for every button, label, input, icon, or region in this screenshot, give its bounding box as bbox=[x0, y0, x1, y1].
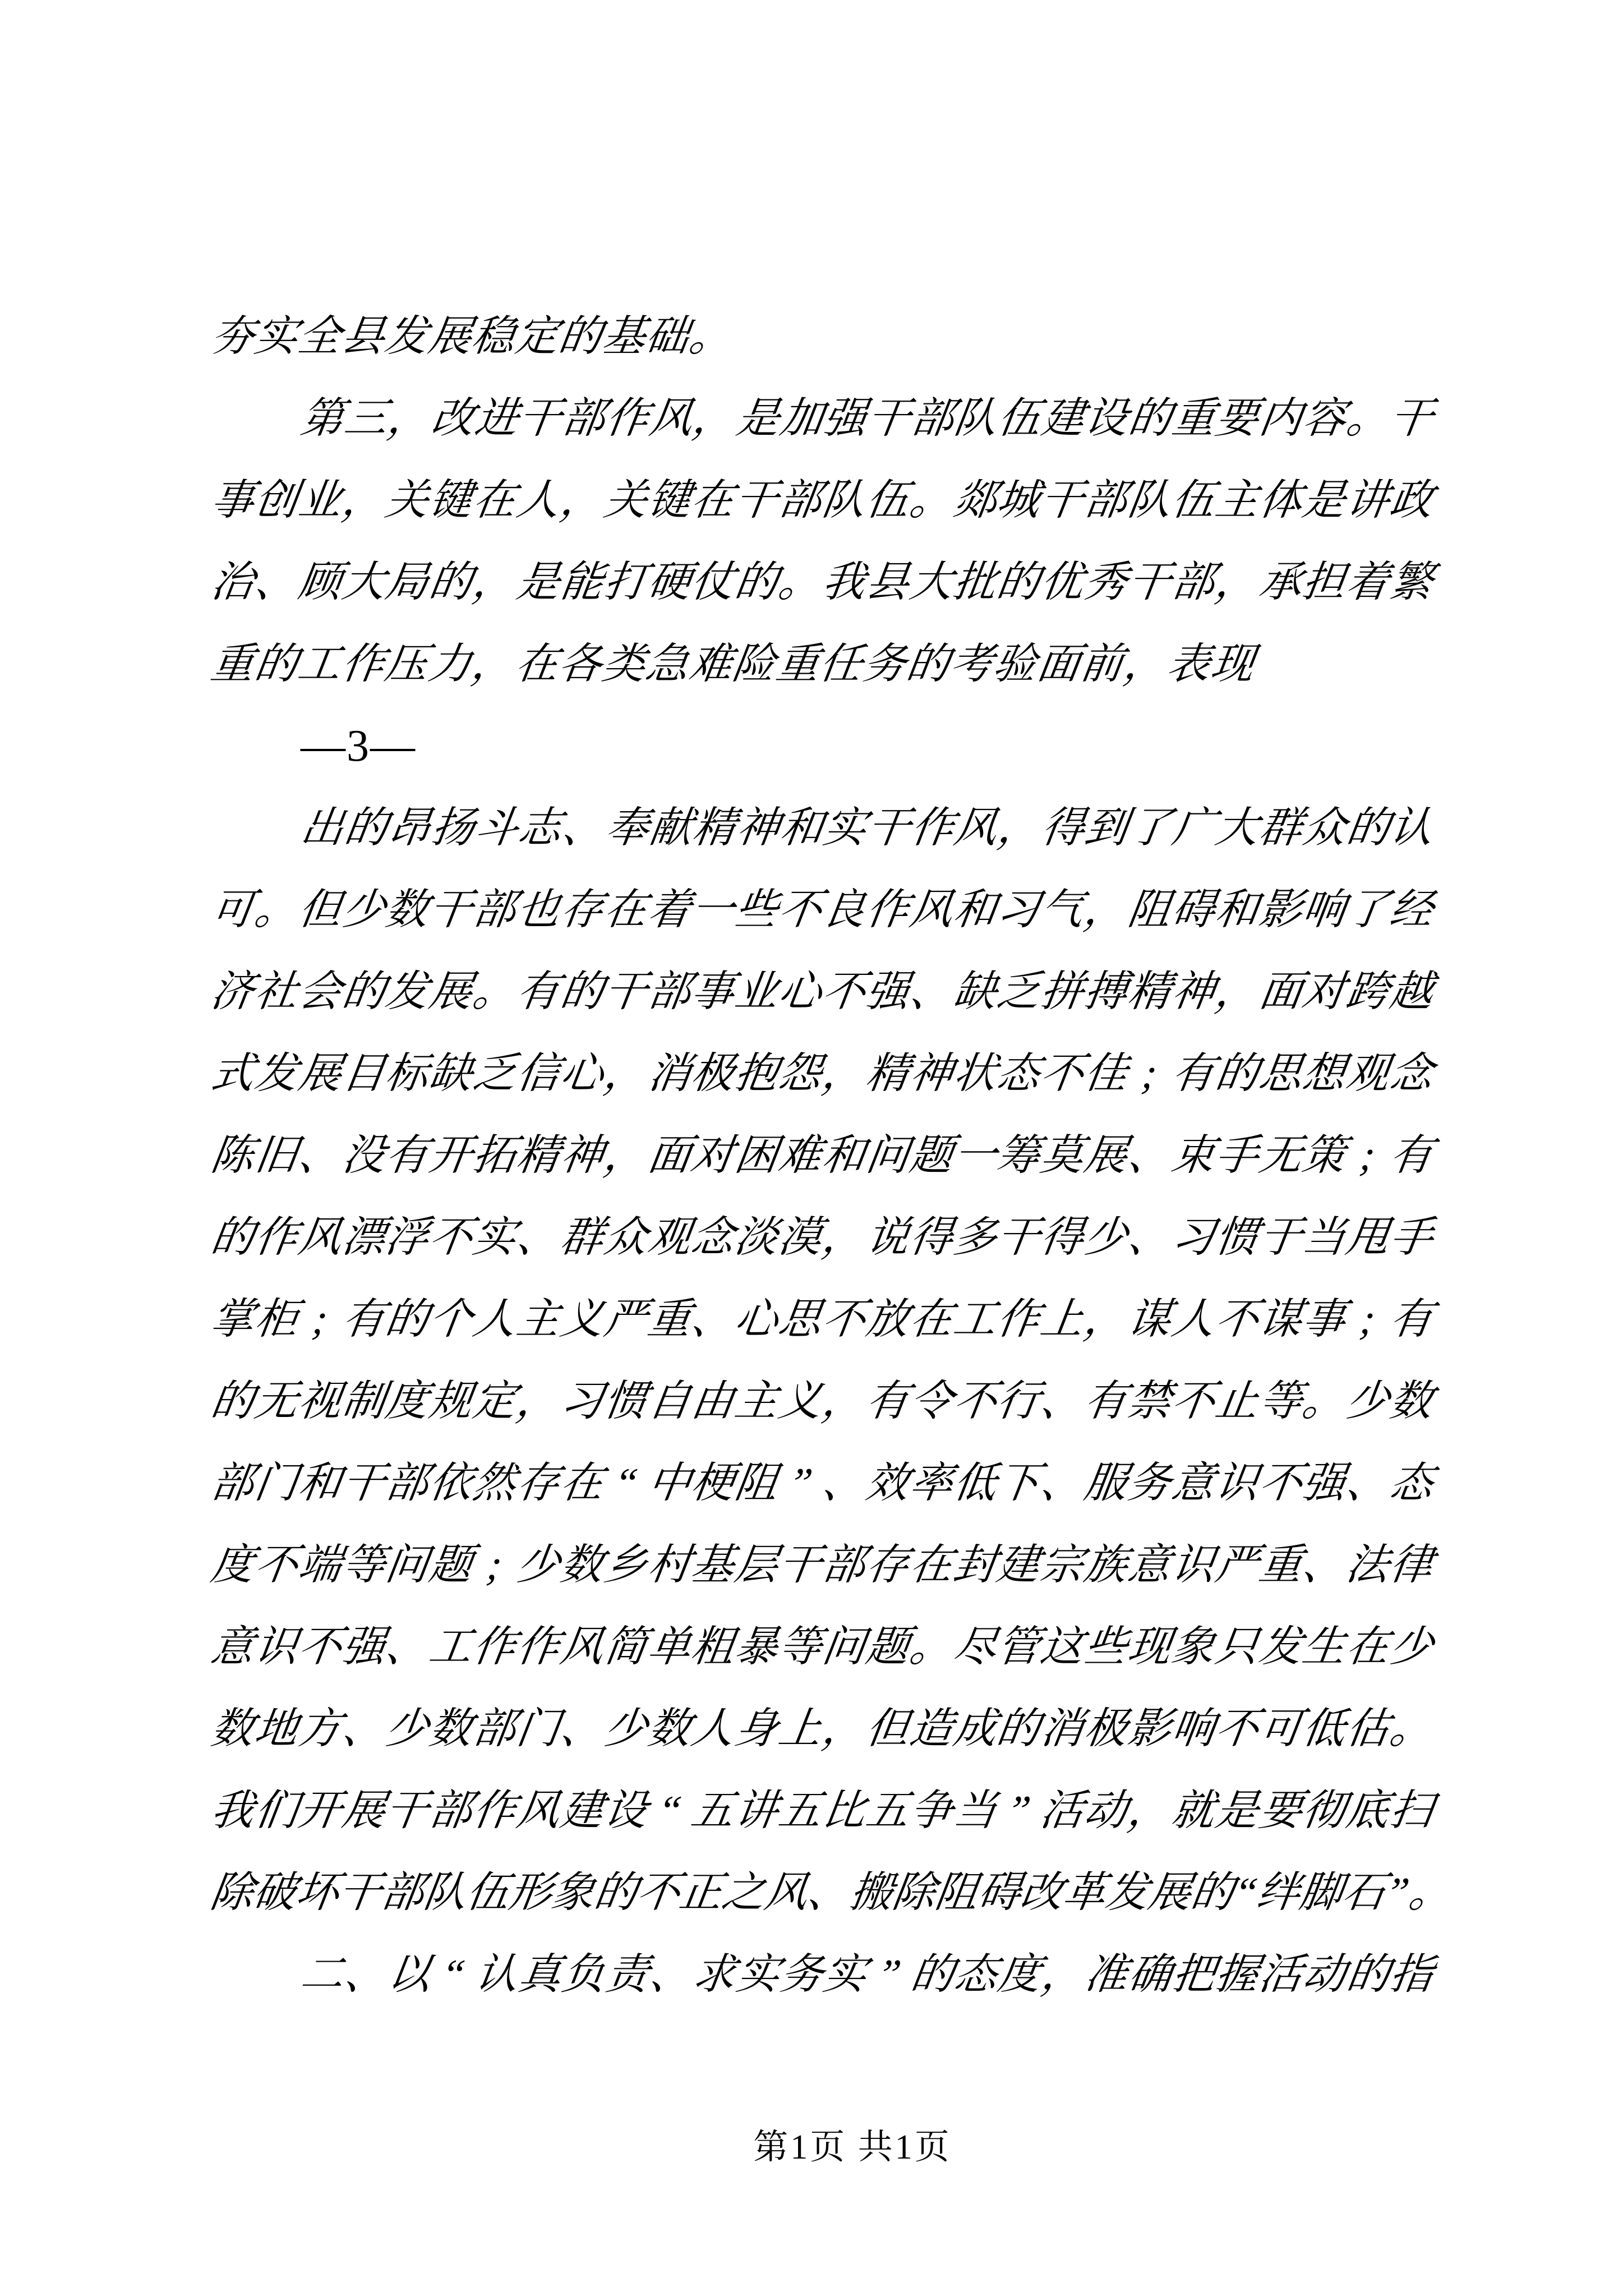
text-line: 掌 柜 ; 有 的 个 人 主 义 严 重 、 心 思 不 放 在 工 作 上 ， 谋 人 不 谋 事 ; 有 bbox=[208, 1296, 1437, 1343]
page-number-line: —3— bbox=[301, 721, 416, 771]
document-lines bbox=[208, 296, 1455, 2016]
text-line: 济 社 会 的 发 展 。 有 的 干 部 事 业 心 不 强 、 缺 乏 拼 搏 精 神 ， 面 对 跨 越 bbox=[208, 968, 1437, 1015]
text-line: 重 的 工 作 压 力 ， 在 各 类 急 难 险 重 任 务 的 考 验 面 前 ， 表 现 bbox=[208, 641, 1257, 688]
text-line: 事 创 业 ， 关 键 在 人 ， 关 键 在 干 部 队 伍 。 郯 城 干 部 队 伍 主 体 是 讲 政 bbox=[208, 477, 1437, 524]
text-line: 数 地 方 、 少 数 部 门 、 少 数 人 身 上 ， 但 造 成 的 消 极 影 响 不 可 低 估 。 bbox=[208, 1705, 1437, 1752]
text-line: 夯 实 全 县 发 展 稳 定 的 基 础 。 bbox=[208, 313, 736, 360]
text-line: 意 识 不 强 、 工 作 作 风 简 单 粗 暴 等 问 题 。 尽 管 这 些 现 象 只 发 生 在 少 bbox=[208, 1623, 1437, 1671]
text-line: 式 发 展 目 标 缺 乏 信 心 ， 消 极 抱 怨 ， 精 神 状 态 不 佳 ; 有 的 思 想 观 念 bbox=[208, 1050, 1437, 1097]
text-line: 陈 旧 、 没 有 开 拓 精 神 ， 面 对 困 难 和 问 题 一 筹 莫 展 、 束 手 无 策 ; 有 bbox=[208, 1132, 1437, 1179]
text-line: 的 无 视 制 度 规 定 ， 习 惯 自 由 主 义 ， 有 令 不 行 、 有 禁 不 止 等 。 少 数 bbox=[208, 1378, 1437, 1425]
text-line: 治 、 顾 大 局 的 ， 是 能 打 硬 仗 的 。 我 县 大 批 的 优 秀 干 部 ， 承 担 着 繁 bbox=[208, 559, 1437, 606]
text-line: 部 门 和 干 部 依 然 存 在 “ 中 梗 阻 ” 、 效 率 低 下 、 服 务 意 识 不 强 、 态 bbox=[208, 1460, 1437, 1507]
text-line: 我 们 开 展 干 部 作 风 建 设 “ 五 讲 五 比 五 争 当 ” 活 动 ， 就 是 要 彻 底 扫 bbox=[208, 1787, 1437, 1834]
text-line: 度 不 端 等 问 题 ; 少 数 乡 村 基 层 干 部 存 在 封 建 宗 族 意 识 严 重 、 法 律 bbox=[208, 1542, 1437, 1589]
text-line: 二 、 以 “ 认 真 负 责 、 求 实 务 实 ” 的 态 度 ， 准 确 把 握 活 动 的 指 bbox=[297, 1951, 1436, 1998]
text-line: 除 破 坏 干 部 队 伍 形 象 的 不 正 之 风 、 搬 除 阻 碍 改 革 发 展 的 “ 绊 脚 石 ” 。 bbox=[208, 1869, 1455, 1916]
text-line: 出 的 昂 扬 斗 志 、 奉 献 精 神 和 实 干 作 风 ， 得 到 了 广 大 群 众 的 认 bbox=[297, 804, 1436, 852]
text-line: 的 作 风 漂 浮 不 实 、 群 众 观 念 淡 漠 ， 说 得 多 干 得 少 、 习 惯 于 当 甩 手 bbox=[208, 1214, 1437, 1261]
footer-page-indicator: 第1页 共1页 bbox=[753, 2128, 952, 2166]
text-line: 第 三 ， 改 进 干 部 作 风 ， 是 加 强 干 部 队 伍 建 设 的 重 要 内 容 。 干 bbox=[297, 395, 1436, 442]
text-line: 可 。 但 少 数 干 部 也 存 在 着 一 些 不 良 作 风 和 习 气 ， 阻 碍 和 影 响 了 经 bbox=[208, 886, 1437, 933]
